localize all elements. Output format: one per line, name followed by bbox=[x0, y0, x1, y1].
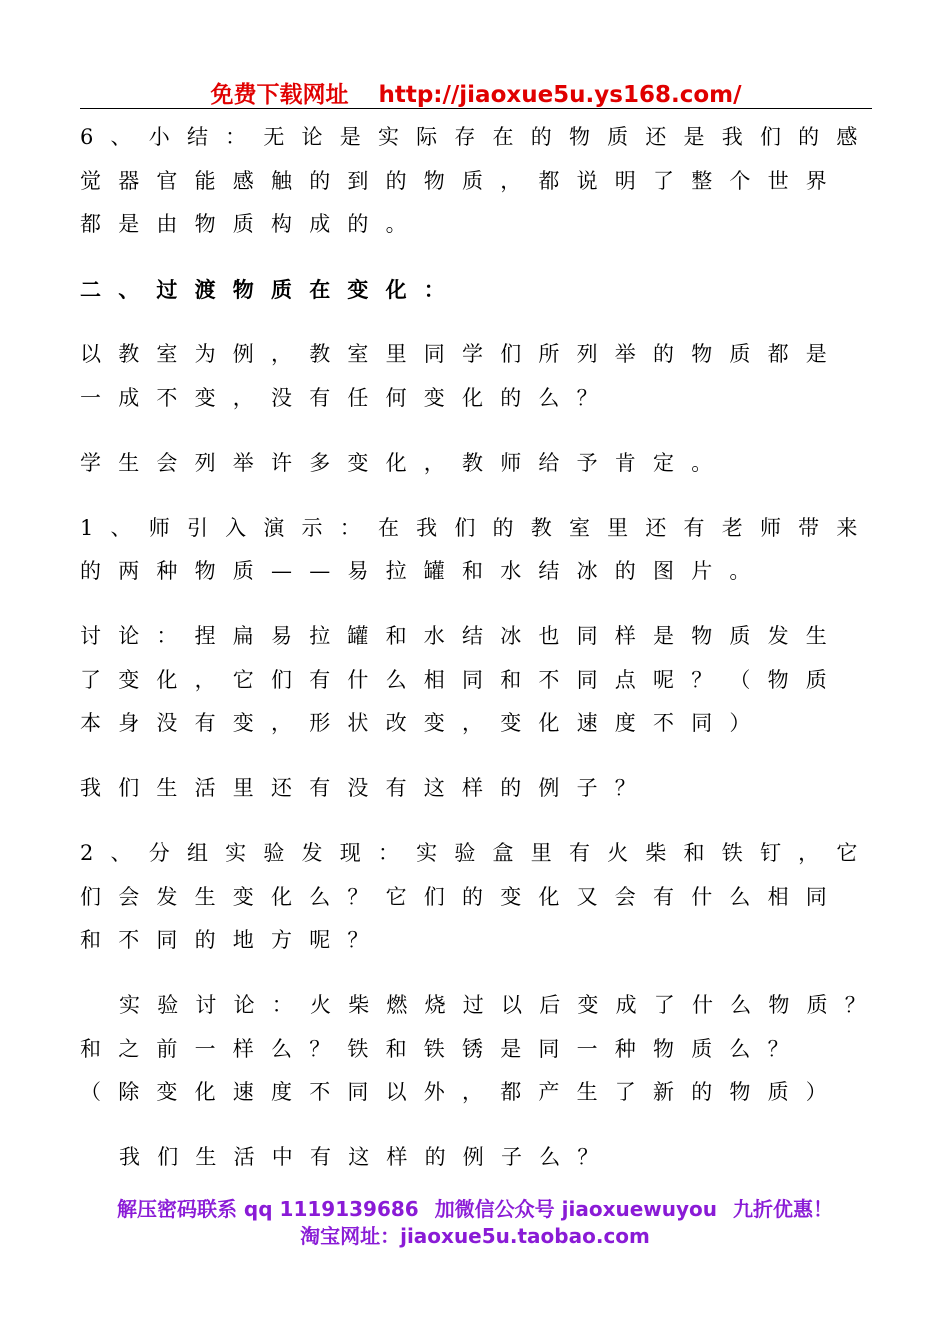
paragraph-students bbox=[80, 442, 880, 486]
footer-wechat: 加微信公众号 jiaoxuewuyou bbox=[434, 1197, 718, 1221]
text-line: 6、小结：无论是实际存在的物质还是我们的感 bbox=[80, 125, 875, 149]
text-line: 讨论：捏扁易拉罐和水结冰也同样是物质发生 bbox=[80, 624, 844, 648]
paragraph-experiment-discussion bbox=[80, 984, 883, 1115]
text-line: 们会发生变化么？它们的变化又会有什么相同 bbox=[80, 884, 844, 909]
header-divider bbox=[80, 108, 872, 109]
text-line: 和不同的地方呢？ bbox=[80, 928, 386, 952]
text-line: 都是由物质构成的。 bbox=[80, 212, 424, 236]
text-line: 2、分组实验发现：实验盒里有火柴和铁钉，它 bbox=[80, 841, 875, 865]
paragraph-summary bbox=[80, 116, 880, 247]
footer-line-1 bbox=[0, 1196, 950, 1223]
footer-password-contact: 解压密码联系 qq 1119139686 bbox=[116, 1197, 419, 1221]
text-line: 的两种物质——易拉罐和水结冰的图片。 bbox=[80, 559, 768, 583]
paragraph-classroom bbox=[80, 333, 880, 420]
document-body bbox=[80, 116, 883, 1201]
text-line: 我们生活里还有没有这样的例子？ bbox=[80, 776, 653, 800]
text-line: （除变化速度不同以外，都产生了新的物质） bbox=[80, 1080, 844, 1104]
text-line: 本身没有变，形状改变，变化速度不同） bbox=[80, 711, 768, 735]
text-line: 实验讨论：火柴燃烧过以后变成了什么物质？ bbox=[119, 993, 883, 1017]
footer-discount: 九折优惠！ bbox=[733, 1197, 834, 1221]
paragraph-discussion bbox=[80, 615, 880, 746]
paragraph-demo bbox=[80, 507, 880, 594]
header-url-link[interactable]: http://jiaoxue5u.ys168.com/ bbox=[378, 82, 742, 108]
text-line: 我们生活中有这样的例子么？ bbox=[119, 1145, 616, 1169]
text-line: 以教室为例，教室里同学们所列举的物质都是 bbox=[80, 342, 844, 366]
text-line: 和之前一样么？铁和铁锈是同一种物质么？ bbox=[80, 1036, 806, 1061]
text-line: 一成不变，没有任何变化的么？ bbox=[80, 385, 615, 410]
text-line: 1、师引入演示：在我们的教室里还有老师带来 bbox=[80, 515, 875, 540]
paragraph-examples bbox=[80, 767, 880, 811]
paragraph-life-examples bbox=[80, 1136, 880, 1180]
paragraph-experiment bbox=[80, 832, 880, 963]
header-banner bbox=[80, 76, 872, 109]
footer-taobao-link[interactable]: 淘宝网址：jiaoxue5u.taobao.com bbox=[300, 1224, 650, 1248]
text-line: 学生会列举许多变化，教师给予肯定。 bbox=[80, 450, 730, 475]
text-line: 了变化，它们有什么相同和不同点呢？（物质 bbox=[80, 667, 844, 692]
heading-text: 二、过渡物质在变化： bbox=[80, 277, 462, 302]
section-heading bbox=[80, 268, 880, 312]
text-line: 觉器官能感触的到的物质，都说明了整个世界 bbox=[80, 168, 844, 193]
header-label: 免费下载网址 bbox=[210, 82, 349, 108]
footer-banner bbox=[0, 1196, 950, 1250]
